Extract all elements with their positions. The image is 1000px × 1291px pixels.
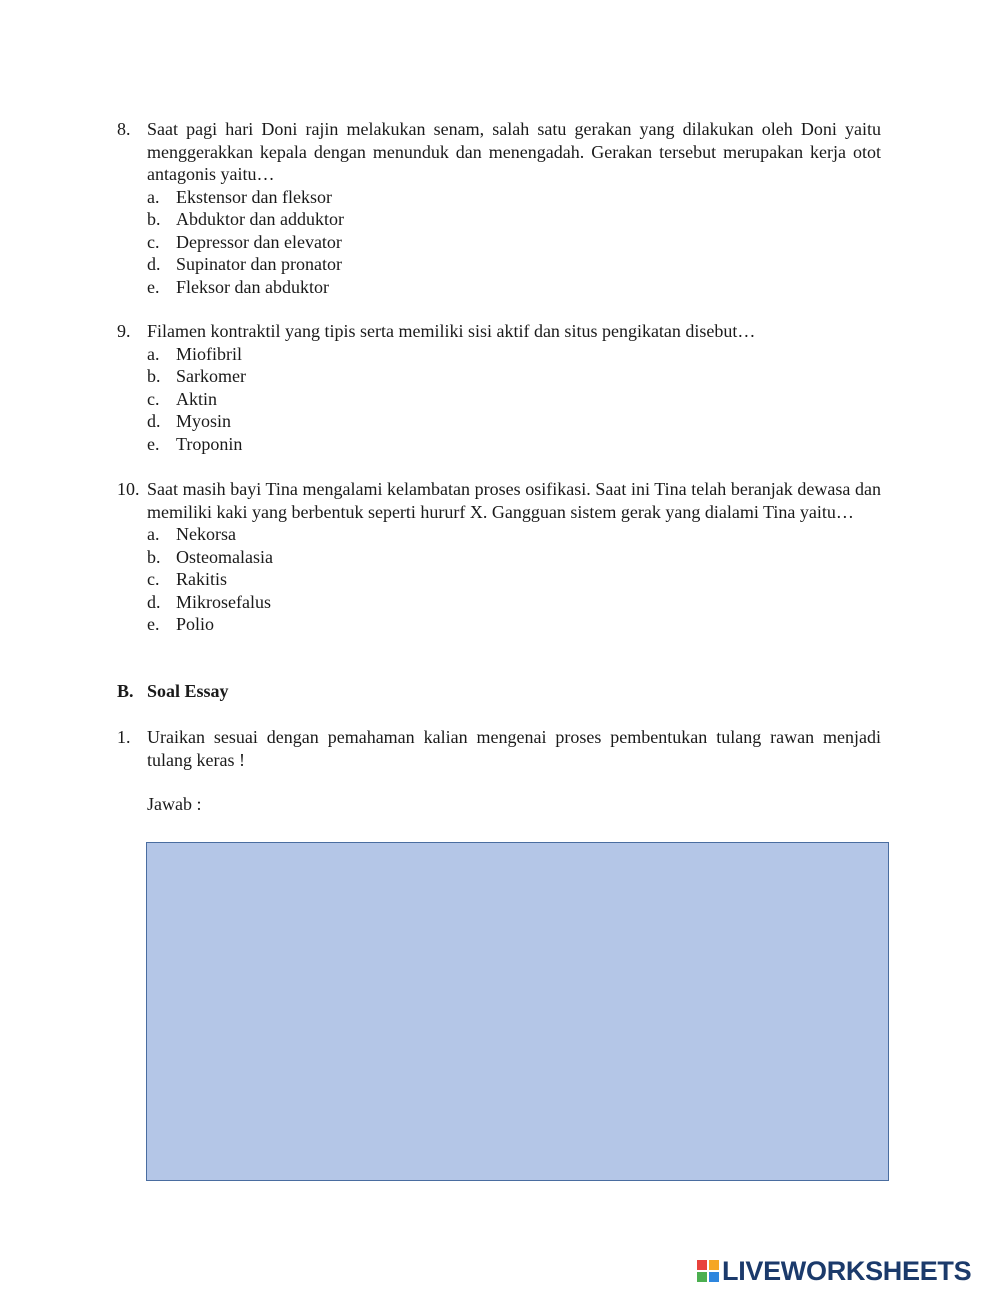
question-text: Filamen kontraktil yang tipis serta memiliki sisi aktif dan situs pengikatan disebut… (147, 321, 756, 341)
option-text: Abduktor dan adduktor (176, 209, 344, 229)
option-letter: c. (147, 388, 160, 409)
option-b (147, 365, 881, 388)
option-letter: a. (147, 524, 160, 544)
option-text: Ekstensor dan fleksor (176, 186, 332, 207)
option-text: Mikrosefalus (176, 591, 271, 612)
option-e (147, 276, 881, 299)
option-b (147, 546, 881, 569)
question-text: Saat masih bayi Tina mengalami kelambatan proses osifikasi. Saat ini Tina telah beranjak dewasa dan memiliki kaki yang berbentuk seperti hururf X. Gangguan sistem gerak yang dialami Tina yaitu… (147, 479, 881, 522)
logo-mark-square (709, 1260, 719, 1270)
option-letter: e. (147, 433, 160, 454)
answer-textbox[interactable] (146, 842, 889, 1181)
question-number: 9. (117, 321, 131, 341)
option-c (147, 388, 881, 411)
logo-icon (697, 1260, 719, 1282)
option-e (147, 613, 881, 636)
option-letter: d. (147, 411, 161, 431)
logo-text: LIVEWORKSHEETS (722, 1256, 972, 1286)
option-d (147, 253, 881, 276)
option-text: Troponin (176, 433, 243, 454)
question-10 (117, 478, 881, 636)
option-text: Sarkomer (176, 366, 246, 386)
option-b (147, 208, 881, 231)
option-text: Myosin (176, 411, 232, 431)
question-8 (117, 118, 881, 298)
liveworksheets-logo (697, 1255, 993, 1287)
section-heading (117, 680, 229, 703)
option-text: Polio (176, 614, 215, 634)
section-letter: B. (117, 681, 134, 701)
option-a (147, 343, 881, 366)
option-text: Rakitis (176, 569, 228, 589)
option-letter: a. (147, 186, 160, 207)
option-letter: d. (147, 254, 161, 274)
question-number: 8. (117, 119, 131, 139)
question-text: Uraikan sesuai dengan pemahaman kalian mengenai proses pembentukan tulang rawan menjadi tulang keras ! (147, 727, 881, 770)
question-number: 1. (117, 727, 131, 747)
option-c (147, 231, 881, 254)
option-d (147, 410, 881, 433)
option-text: Miofibril (176, 343, 242, 364)
essay-question-1 (117, 726, 881, 771)
option-letter: c. (147, 569, 160, 589)
logo-mark-square (709, 1272, 719, 1282)
option-letter: b. (147, 209, 161, 229)
option-letter: c. (147, 231, 160, 252)
option-d (147, 591, 881, 614)
logo-mark-square (697, 1260, 707, 1270)
option-list (147, 186, 881, 299)
question-text: Saat pagi hari Doni rajin melakukan senam, salah satu gerakan yang dilakukan oleh Doni yaitu menggerakkan kepala dengan menunduk dan menengadah. Gerakan tersebut merupakan kerja otot antagonis yaitu… (147, 119, 881, 184)
option-list (147, 343, 881, 456)
option-a (147, 523, 881, 546)
option-text: Osteomalasia (176, 546, 273, 567)
logo-mark-square (697, 1272, 707, 1282)
option-e (147, 433, 881, 456)
answer-label: Jawab : (147, 794, 202, 814)
option-a (147, 186, 881, 209)
option-c (147, 568, 881, 591)
option-letter: d. (147, 591, 161, 612)
option-letter: e. (147, 276, 160, 297)
option-text: Supinator dan pronator (176, 254, 342, 274)
option-text: Depressor dan elevator (176, 231, 342, 252)
option-text: Nekorsa (176, 524, 236, 544)
section-title: Soal Essay (147, 681, 229, 701)
option-letter: e. (147, 614, 160, 634)
question-number: 10. (117, 479, 140, 499)
option-text: Aktin (176, 388, 218, 409)
question-9 (117, 320, 881, 455)
option-letter: a. (147, 343, 160, 364)
option-text: Fleksor dan abduktor (176, 276, 329, 297)
option-letter: b. (147, 366, 161, 386)
option-list (147, 523, 881, 636)
option-letter: b. (147, 546, 161, 567)
